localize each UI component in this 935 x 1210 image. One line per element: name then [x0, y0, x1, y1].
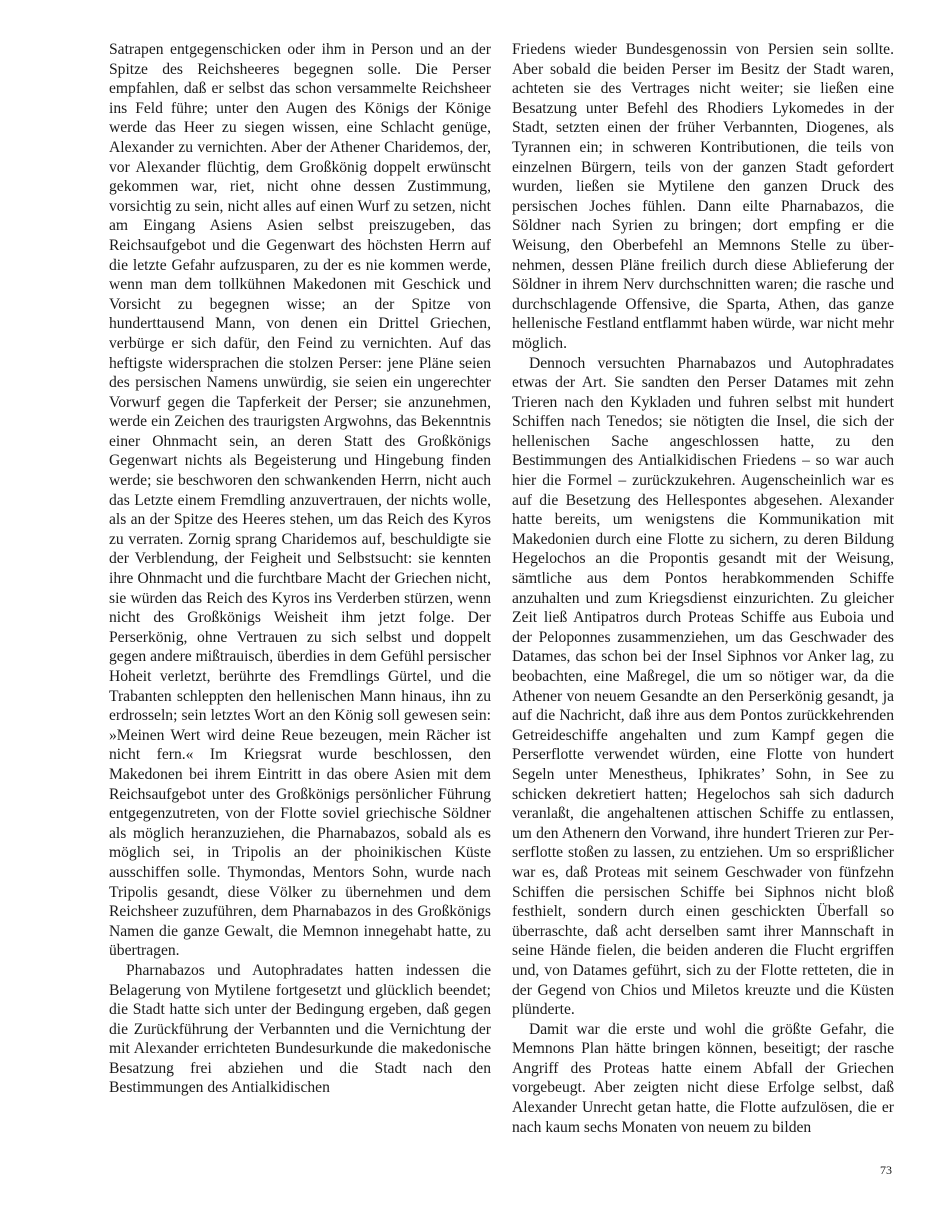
- paragraph: Dennoch versuchten Pharnabazos und Autophradates etwas der Art. Sie sandten den Perser Datames mit zehn Trieren nach den Kykladen und fuhren selbst mit hundert Schiffen nach Tenedos; sie nötigten die Insel, die sich der hellenischen Sache angeschlossen hatte, zu den Bestimmungen des Antialkidischen Friedens – so war auch hier die Formel – zurückzukehren. Augenscheinlich war es auf die Besetzung des Hellespontes abgesehen. Alexander hatte bereits, um wenigstens die Kommunikation mit Makedonien durch eine Flotte zu sichern, zu deren Bildung Hegelochos an die Propontis gesandt mit der Weisung, sämtliche aus dem Pontos herabkommenden Schiffe anzuhalten und zum Kriegsdienst einzurichten. Zu gleicher Zeit ließ Antipatros durch Proteas Schiffe aus Euboia und der Peloponnes zusammenziehen, um das Geschwader des Datames, das schon bei der Insel Siphnos vor Anker lag, zu beobachten, eine Maßregel, die um so nötiger war, da die Athener von neuem Gesandte an den Perserkönig gesandt, ja auf die Nachricht, daß ihre aus dem Pontos zurückkehrenden Getreideschiffe angehalten und zum Kampf gegen die Perserflotte verwendet würden, eine Flotte von hundert Segeln unter Menestheus, Iphikrates’ Sohn, in See zu schicken dekretiert hatten; Hegelochos sah sich dadurch veranlaßt, die angehaltenen attischen Schiffe zu entlassen, um den Athenern den Vorwand, ihre hundert Trieren zur Perserflotte stoßen zu lassen, zu entziehen. Um so ersprißlicher war es, daß Proteas mit seinem Geschwader von fünfzehn Schiffen die persischen Schiffe bei Siphnos nicht bloß festhielt, sondern durch einen geschickten Überfall so überraschte, daß acht derselben samt ihrer Mannschaft in seine Hände fielen, die beiden anderen die Flucht ergriffen und, von Datames geführt, sich zu der Flotte retteten, die in der Gegend von Chios und Miletos kreuzte und die Küsten plünderte.: [512, 354, 894, 1019]
- left-text-column: [109, 40, 491, 1098]
- paragraph: Friedens wieder Bundesgenossin von Persien sein sollte. Aber sobald die beiden Perser im Besitz der Stadt waren, achteten sie des Vertrages nicht weiter; sie ließen eine Besatzung unter Befehl des Rhodiers Lykomedes in der Stadt, setzten einen der früher Verbannten, Diogenes, als Tyrannen ein; in schweren Kontributionen, die teils von einzelnen Bürgern, teils von der ganzen Stadt gefordert wurden, ließen sie Mytilene den ganzen Druck des persischen Joches fühlen. Dann eilte Pharnabazos, die Söldner nach Syrien zu bringen; dort empfing er die Weisung, den Oberbefehl an Memnons Stelle zu übernehmen, dessen Pläne freilich durch diese Ablieferung der Söldner in ihrem Nerv durchschnitten waren; die rasche und durchschlagende Offensive, die Sparta, Athen, das ganze hellenische Festland entflammt haben würde, war nicht mehr möglich.: [512, 41, 894, 352]
- paragraph: Damit war die erste und wohl die größte Gefahr, die Memnons Plan hätte bringen können, beseitigt; der rasche Angriff des Proteas hatte einem Abfall der Griechen vorgebeugt. Aber zeigten nicht diese Erfolge selbst, daß Alexander Unrecht getan hatte, die Flotte aufzulösen, die er nach kaum sechs Monaten von neuem zu bilden: [512, 1020, 894, 1136]
- paragraph: Pharnabazos und Autophradates hatten indessen die Belagerung von Mytilene fortgesetzt und glücklich beendet; die Stadt hatte sich unter der Bedingung ergeben, daß gegen die Zurückführung der Verbannten und die Vernichtung der mit Alexander errichteten Bundesurkunde die makedonische Besatzung frei abziehen und die Stadt nach den Bestimmungen des Antialkidischen: [109, 961, 491, 1097]
- right-text-column: [512, 40, 894, 1137]
- paragraph: Satrapen entgegenschicken oder ihm in Person und an der Spitze des Reichsheeres begegnen solle. Die Perser empfahlen, daß er selbst das schon versammelte Reichsheer ins Feld führe; unter den Augen des Königs der Könige werde das Heer zu siegen wissen, eine Schlacht genüge, Alexander zu vernichten. Aber der Athener Charidemos, der, vor Alexander flüchtig, dem Großkönig doppelt erwünscht gekommen war, riet, nicht ohne dessen Zustimmung, vorsichtig zu sein, nicht alles auf einen Wurf zu setzen, nicht am Eingang Asiens Asien selbst preiszugeben, das Reichsaufgebot und die Gegenwart des höchsten Herrn auf die letzte Gefahr aufzusparen, zu der es nie kommen werde, wenn man dem tollkühnen Makedonen mit Geschick und Vorsicht zu begegnen wisse; an der Spitze von hunderttausend Mann, von denen ein Drittel Griechen, verbürge er sich dafür, den Feind zu vernichten. Auf das heftigste widersprachen die stolzen Perser: jene Pläne seien des persischen Namens unwürdig, sie seien ein ungerechter Vorwurf gegen die Tapferkeit der Perser; sie anzunehmen, werde ein Zeichen des traurigsten Argwohns, das Bekenntnis einer Ohnmacht sein, an deren Statt des Großkönigs Gegenwart nichts als Begeisterung und Hingebung finden werde; sie beschworen den schwankenden Herrn, nicht auch das Letzte einem Fremdling anzuvertrauen, der nichts wolle, als an der Spitze des Heeres stehen, um das Reich des Kyros zu verraten. Zornig sprang Charidemos auf, beschuldigte sie der Verblendung, der Feigheit und Selbstsucht: sie kennten ihre Ohnmacht und die furchtbare Macht der Griechen nicht, sie würden das Reich des Kyros ins Verderben stürzen, wenn nicht des Großkönigs Weisheit ihm jetzt folge. Der Perserkönig, ohne Vertrauen zu sich selbst und doppelt gegen andere mißtrauisch, überdies in dem Gefühl persischer Hoheit verletzt, berührte des Fremdlings Gürtel, und die Trabanten schleppten den hellenischen Mann hinaus, ihn zu erdrosseln; sein letztes Wort an den König soll gewesen sein: »Meinen Wert wird deine Reue bezeugen, mein Rächer ist nicht fern.« Im Kriegsrat wurde beschlossen, den Makedonen bei ihrem Eintritt in das obere Asien mit dem Reichsaufgebot unter des Großkönigs persönlicher Führung entgegenzutreten, von der Flotte soviel griechische Söldner als möglich heranzuziehen, die Pharnabazos, sobald als es möglich sei, in Tripolis an der phoinikischen Küste ausschiffen solle. Thymondas, Mentors Sohn, wurde nach Tripolis gesandt, diese Völker zu übernehmen und dem Reichsheer zuzuführen, dem Pharnabazos in des Großkönigs Namen die ganze Gewalt, die Memnon innegehabt hatte, zu übertragen.: [109, 41, 491, 960]
- page-number: 73: [880, 1163, 892, 1177]
